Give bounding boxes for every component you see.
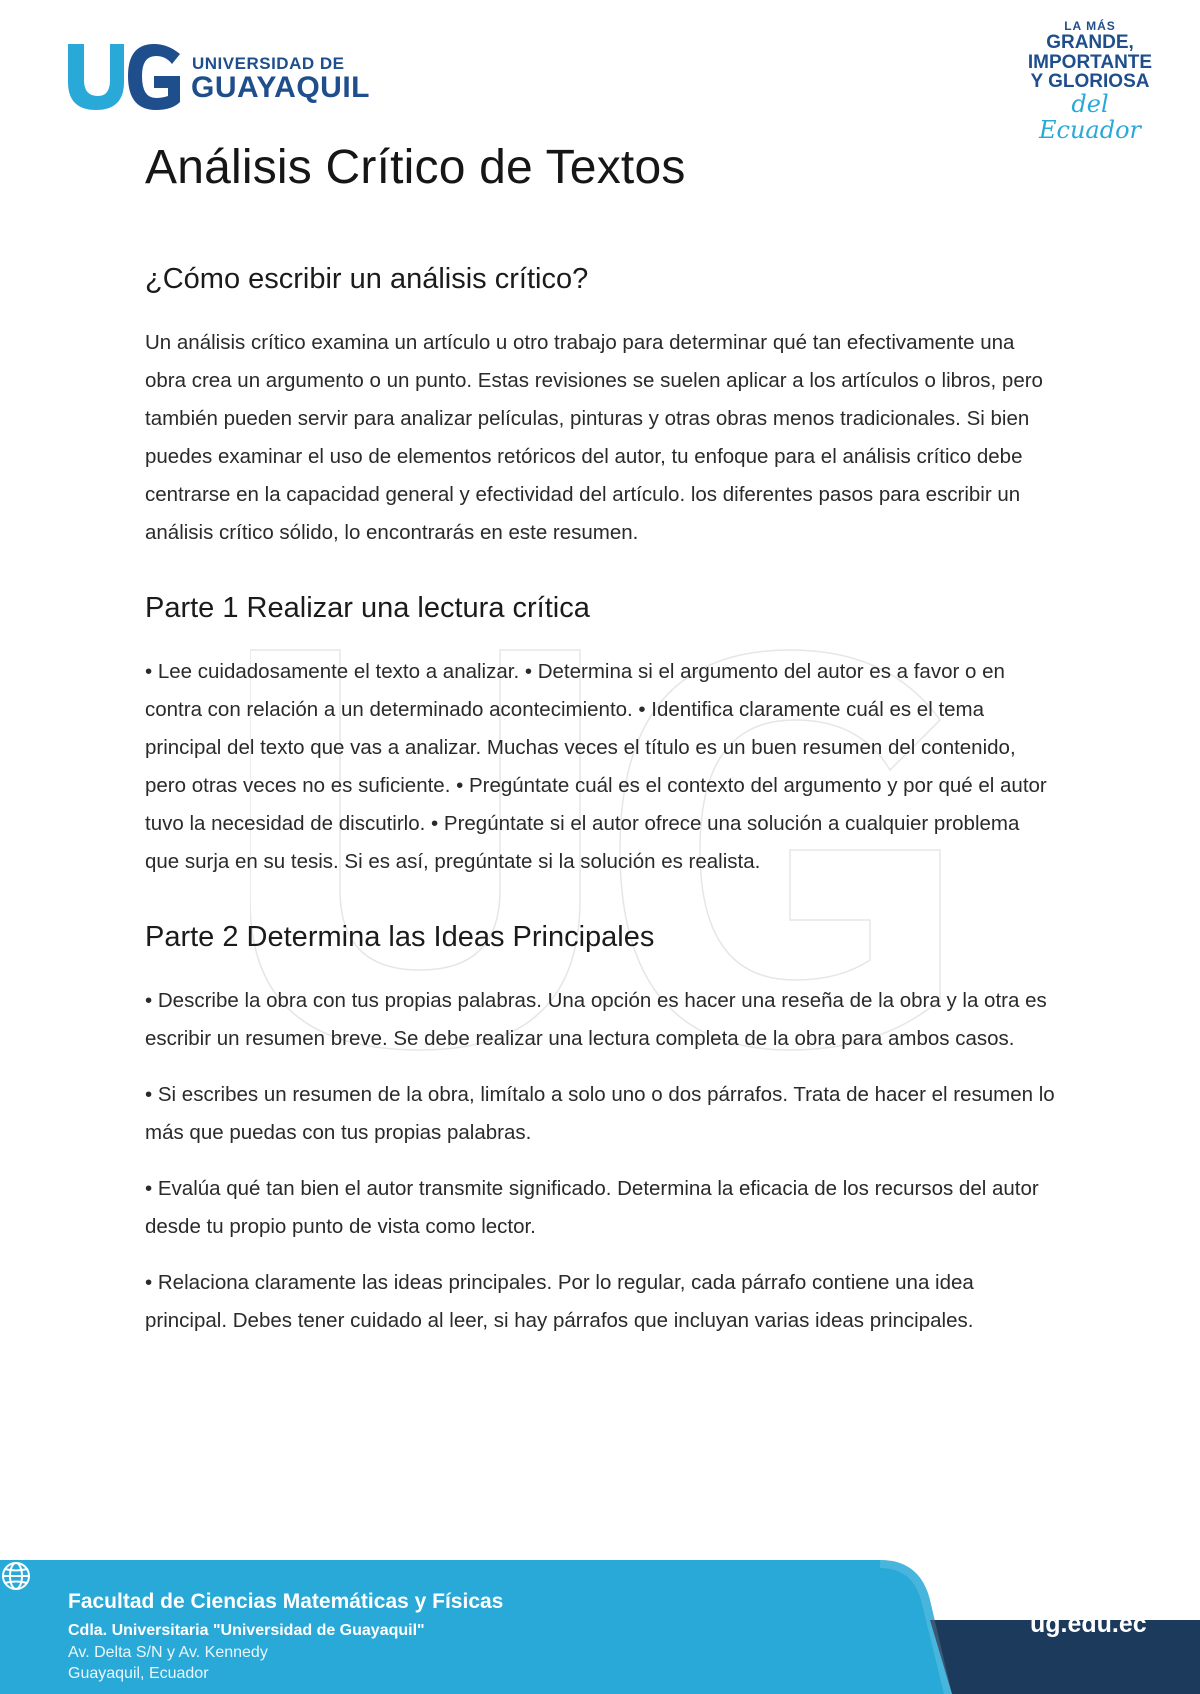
section-heading-parte-2: Parte 2 Determina las Ideas Principales (145, 921, 655, 953)
footer-faculty: Facultad de Ciencias Matemáticas y Físicas (68, 1590, 504, 1613)
paragraph-ideas-4: • Relaciona claramente las ideas principales. Por lo regular, cada párrafo contiene una idea principal. Debes tener cuidado al leer, si hay párrafos que incluyan varias ideas principales. (145, 1271, 974, 1332)
slogan-line2: GRANDE, (1046, 31, 1134, 53)
paragraph-lectura-critica: • Lee cuidadosamente el texto a analizar. • Determina si el argumento del autor es a favor o en contra con relación a un determinado acontecimiento. • Identifica claramente cuál es el tema principal del texto que vas a analizar. Muchas veces el título es un buen resumen del contenido, pero otras veces no es suficiente. • Pregúntate cuál es el contexto del argumento y por qué el autor tuvo la necesidad de discutirlo. • Pregúntate si el autor ofrece una solución a cualquier problema que surja en su tesis. Si es así, pregúntate si la solución es realista. (145, 660, 1047, 873)
logo-text-line2: GUAYAQUIL (191, 71, 370, 104)
document-body (145, 140, 1055, 1340)
footer-address-line1: Cdla. Universitaria "Universidad de Guayaquil" (68, 1622, 425, 1639)
logo-text-line1: UNIVERSIDAD DE (192, 54, 345, 73)
document-title: Análisis Crítico de Textos (145, 141, 686, 194)
footer-address-line2: Av. Delta S/N y Av. Kennedy (68, 1644, 268, 1661)
footer-address-line3: Guayaquil, Ecuador (68, 1665, 209, 1682)
university-logo (64, 36, 384, 116)
slogan-line3: IMPORTANTE (1027, 51, 1153, 73)
footer-website-link[interactable]: ug.edu.ec (1030, 1610, 1147, 1638)
ug-logo-mark-icon (64, 40, 184, 112)
page-footer (0, 1560, 1200, 1694)
slogan-line4: Y GLORIOSA (1030, 71, 1150, 93)
slogan-line5: del Ecuador (1038, 90, 1141, 144)
slogan-line1: LA MÁS (1064, 19, 1116, 33)
paragraph-intro: Un análisis crítico examina un artículo u otro trabajo para determinar qué tan efectivamente una obra crea un argumento o un punto. Estas revisiones se suelen aplicar a los artículos o libros, pero también pueden servir para analizar películas, pinturas y otras obras menos tradicionales. Si bien puedes examinar el uso de elementos retóricos del autor, tu enfoque para el análisis crítico debe centrarse en la capacidad general y efectividad del artículo. los diferentes pasos para escribir un análisis crítico sólido, lo encontrarás en este resumen. (145, 331, 1043, 544)
slogan (1020, 20, 1160, 143)
paragraph-ideas-2: • Si escribes un resumen de la obra, limítalo a solo uno o dos párrafos. Trata de hacer el resumen lo más que puedas con tus propias palabras. (145, 1083, 1055, 1144)
globe-icon (0, 1560, 32, 1592)
paragraph-ideas-3: • Evalúa qué tan bien el autor transmite significado. Determina la eficacia de los recursos del autor desde tu propio punto de vista como lector. (145, 1177, 1039, 1238)
section-heading-como-escribir: ¿Cómo escribir un análisis crítico? (145, 263, 589, 295)
paragraph-ideas-1: • Describe la obra con tus propias palabras. Una opción es hacer una reseña de la obra y la otra es escribir un resumen breve. Se debe realizar una lectura completa de la obra para ambos casos. (145, 989, 1047, 1050)
section-heading-parte-1: Parte 1 Realizar una lectura crítica (145, 592, 590, 624)
